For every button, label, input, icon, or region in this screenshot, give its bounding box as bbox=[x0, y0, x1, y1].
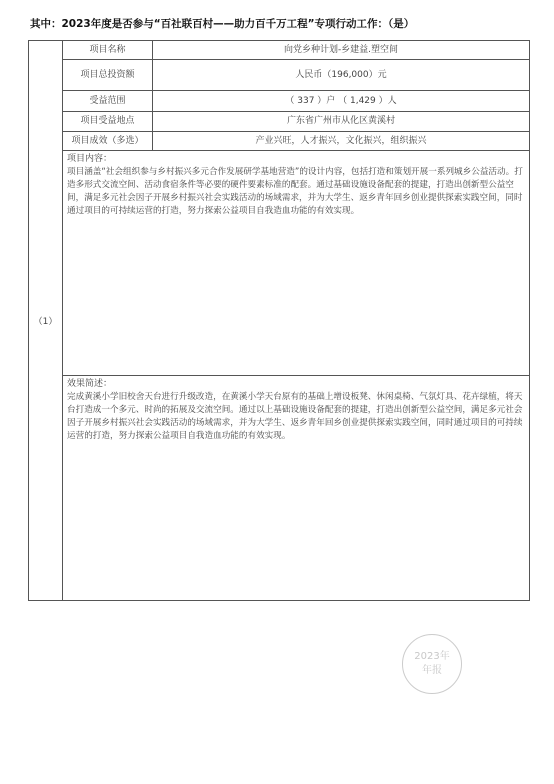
effect-summary-title: 效果简述： bbox=[67, 379, 113, 389]
project-table bbox=[28, 40, 530, 601]
project-content-title: 项目内容： bbox=[67, 154, 113, 164]
label-project-outcomes: 项目成效（多选） bbox=[63, 132, 153, 151]
effect-summary-text: 完成黄溪小学旧校舍天台进行升级改造，在黄溪小学天台原有的基础上增设板凳、休闲桌椅、气氛灯具、花卉绿植，将天台打造成一个多元、时尚的拓展及交流空间。通过以上基础设施设备配套的提建，打造出创新型公益空间，满足多元社会因子开展乡村振兴社会实践活动的场域需求，并为大学生、返乡青年回乡创业提供探索实践空间，同时通过项目的可持续运营的打造，努力探索公益项目自我造血功能的有效实现。 bbox=[67, 392, 523, 441]
annual-report-watermark bbox=[402, 634, 462, 694]
label-beneficiary-scope: 受益范围 bbox=[63, 91, 153, 112]
row-index: （1） bbox=[29, 41, 63, 601]
label-total-investment: 项目总投资额 bbox=[63, 60, 153, 91]
value-project-outcomes: 产业兴旺，人才振兴，文化振兴，组织振兴 bbox=[153, 132, 530, 151]
watermark-year: 2023年 bbox=[414, 651, 450, 662]
watermark-label: 年报 bbox=[422, 665, 442, 676]
page-header: 其中：2023年度是否参与“百社联百村——助力百千万工程”专项行动工作：（是） bbox=[30, 18, 415, 30]
value-beneficiary-location: 广东省广州市从化区黄溪村 bbox=[153, 112, 530, 132]
label-beneficiary-location: 项目受益地点 bbox=[63, 112, 153, 132]
value-beneficiary-scope: （ 337 ）户 （ 1,429 ）人 bbox=[153, 91, 530, 112]
label-project-name: 项目名称 bbox=[63, 41, 153, 60]
value-project-name: 向党乡种计划-乡建益.塑空间 bbox=[153, 41, 530, 60]
project-content-cell bbox=[63, 151, 530, 376]
project-content-text: 项目涵盖“社会组织参与乡村振兴多元合作发展研学基地营造”的设计内容，包括打造和策划开展一系列城乡公益活动。打造多形式交流空间、活动食宿条件等必要的硬件要素标准的配套。通过基础设施设备配套的提建，打造出创新型公益空间，满足多元社会因子开展乡村振兴社会实践活动的场域需求，并为大学生、返乡青年回乡创业提供探索实践空间，同时通过项目的可持续运营的打造，努力探索公益项目自我造血功能的有效实现。 bbox=[67, 167, 523, 216]
effect-summary-cell bbox=[63, 376, 530, 601]
value-total-investment: 人民币（196,000）元 bbox=[153, 60, 530, 91]
